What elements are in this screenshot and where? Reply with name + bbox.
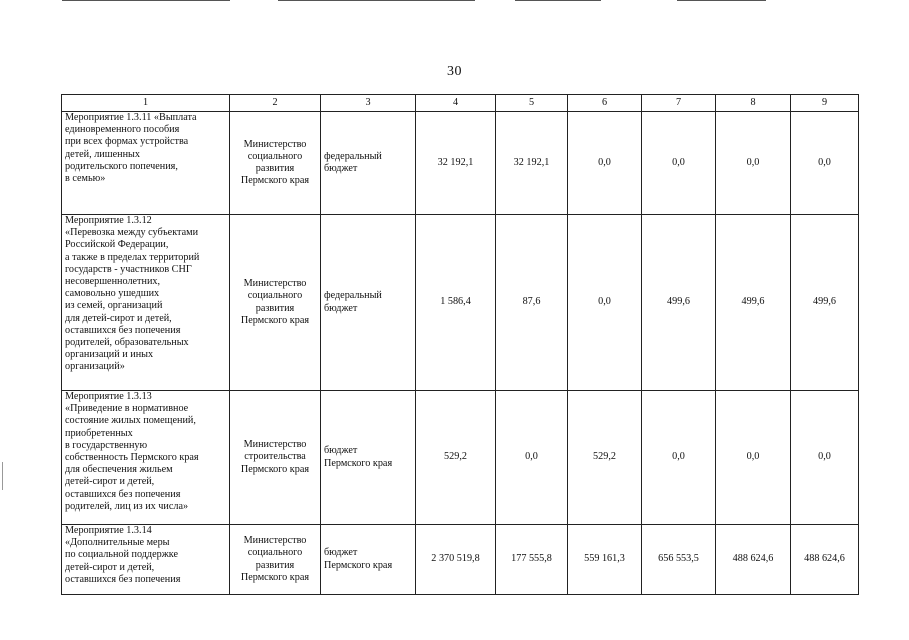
value-cell: 656 553,5: [642, 525, 716, 595]
event-text-line: «Приведение в нормативное: [65, 403, 189, 415]
executor-text-line: строительства: [244, 451, 306, 463]
event-cell: [62, 391, 230, 525]
event-text-line: родителей, лиц из их числа»: [65, 500, 189, 512]
table-row: [62, 215, 859, 391]
executor-cell: [230, 215, 321, 391]
executor-text-line: социального: [247, 290, 303, 302]
event-text-line: самовольно ушедших: [65, 288, 160, 300]
column-header: 9: [791, 95, 859, 112]
funding-source-cell: [321, 112, 416, 215]
column-header: 1: [62, 95, 230, 112]
event-text-line: в государственную: [65, 439, 148, 451]
event-text-line: несовершеннолетних,: [65, 276, 161, 288]
value-cell: 87,6: [496, 215, 568, 391]
source-text-line: федеральный: [324, 150, 382, 162]
value-cell: 32 192,1: [416, 112, 496, 215]
executor-text-line: развития: [255, 302, 295, 314]
event-text-line: «Дополнительные меры: [65, 537, 170, 549]
value-cell: 0,0: [568, 112, 642, 215]
executor-text-line: Министерство: [243, 439, 307, 451]
value-cell: 177 555,8: [496, 525, 568, 595]
event-text-line: оставшихся без попечения: [65, 573, 181, 585]
source-text-line: бюджет: [324, 163, 358, 174]
scan-edge-line: [62, 0, 230, 1]
source-text-line: Пермского края: [324, 457, 393, 469]
value-cell: 499,6: [791, 215, 859, 391]
source-text-line: федеральный: [324, 290, 382, 302]
event-text-line: Мероприятие 1.3.11 «Выплата: [65, 112, 197, 123]
table-row: [62, 525, 859, 595]
executor-text-line: Пермского края: [240, 314, 310, 326]
value-cell: 0,0: [791, 391, 859, 525]
executor-text-line: Министерство: [243, 535, 307, 547]
scan-edge-line: [515, 0, 601, 1]
event-text-line: состояние жилых помещений,: [65, 415, 196, 427]
column-header: 6: [568, 95, 642, 112]
scan-edge-line: [677, 0, 766, 1]
event-text-line: детей-сирот и детей,: [65, 476, 155, 488]
value-cell: 0,0: [642, 112, 716, 215]
column-header: 5: [496, 95, 568, 112]
value-cell: 529,2: [568, 391, 642, 525]
event-text-line: организаций»: [65, 361, 125, 373]
event-text-line: детей, лишенных: [65, 148, 140, 160]
page-number: 30: [447, 64, 462, 79]
scan-edge-line: [278, 0, 475, 1]
event-text-line: приобретенных: [65, 427, 133, 439]
executor-text-line: развития: [255, 163, 295, 174]
event-text-line: детей-сирот и детей,: [65, 561, 155, 573]
funding-source-cell: [321, 391, 416, 525]
executor-text-line: социального: [247, 547, 303, 559]
value-cell: 529,2: [416, 391, 496, 525]
event-text-line: государств - участников СНГ: [65, 263, 192, 275]
executor-cell: [230, 525, 321, 595]
event-cell: [62, 112, 230, 215]
event-text-line: из семей, организаций: [65, 300, 163, 312]
value-cell: 0,0: [568, 215, 642, 391]
executor-text-line: Пермского края: [240, 175, 310, 187]
column-header: 2: [230, 95, 321, 112]
budget-table: [61, 94, 859, 595]
event-text-line: Российской Федерации,: [65, 239, 169, 251]
value-cell: 499,6: [642, 215, 716, 391]
executor-text-line: Пермского края: [240, 571, 310, 583]
value-cell: 0,0: [716, 112, 791, 215]
event-text-line: для обеспечения жильем: [65, 464, 173, 476]
column-header: 4: [416, 95, 496, 112]
event-text-line: собственность Пермского края: [65, 452, 199, 464]
value-cell: 0,0: [716, 391, 791, 525]
event-text-line: оставшихся без попечения: [65, 488, 181, 500]
value-cell: 1 586,4: [416, 215, 496, 391]
executor-text-line: развития: [255, 559, 295, 571]
column-header: 7: [642, 95, 716, 112]
value-cell: 499,6: [716, 215, 791, 391]
source-text-line: бюджет: [324, 302, 358, 314]
event-text-line: по социальной поддержке: [65, 549, 178, 561]
event-text-line: родительского попечения,: [65, 160, 178, 172]
event-cell: [62, 525, 230, 595]
executor-text-line: социального: [247, 150, 303, 162]
table-row: [62, 391, 859, 525]
source-text-line: Пермского края: [324, 559, 393, 571]
event-text-line: Мероприятие 1.3.13: [65, 391, 152, 402]
executor-text-line: Министерство: [243, 278, 307, 290]
event-text-line: организаций и иных: [65, 349, 154, 361]
source-text-line: бюджет: [324, 445, 358, 457]
value-cell: 488 624,6: [791, 525, 859, 595]
value-cell: 0,0: [496, 391, 568, 525]
event-text-line: а также в пределах территорий: [65, 251, 200, 263]
column-header: 3: [321, 95, 416, 112]
funding-source-cell: [321, 525, 416, 595]
column-header: 8: [716, 95, 791, 112]
column-number-row: [62, 95, 859, 112]
executor-text-line: Пермского края: [240, 463, 310, 475]
executor-cell: [230, 391, 321, 525]
value-cell: 2 370 519,8: [416, 525, 496, 595]
event-text-line: «Перевозка между субъектами: [65, 227, 199, 239]
value-cell: 0,0: [791, 112, 859, 215]
event-text-line: Мероприятие 1.3.14: [65, 525, 152, 536]
value-cell: 559 161,3: [568, 525, 642, 595]
table-row: [62, 112, 859, 215]
event-text-line: для детей-сирот и детей,: [65, 312, 172, 324]
executor-cell: [230, 112, 321, 215]
value-cell: 488 624,6: [716, 525, 791, 595]
event-text-line: единовременного пособия: [65, 124, 180, 136]
source-text-line: бюджет: [324, 547, 358, 559]
event-text-line: родителей, образовательных: [65, 337, 189, 349]
executor-text-line: Министерство: [243, 138, 307, 150]
event-text-line: при всех формах устройства: [65, 136, 189, 148]
event-text-line: Мероприятие 1.3.12: [65, 215, 152, 226]
event-text-line: оставшихся без попечения: [65, 324, 181, 336]
value-cell: 32 192,1: [496, 112, 568, 215]
event-cell: [62, 215, 230, 391]
funding-source-cell: [321, 215, 416, 391]
scan-edge-mark: [2, 462, 3, 490]
value-cell: 0,0: [642, 391, 716, 525]
event-text-line: в семью»: [65, 173, 106, 185]
